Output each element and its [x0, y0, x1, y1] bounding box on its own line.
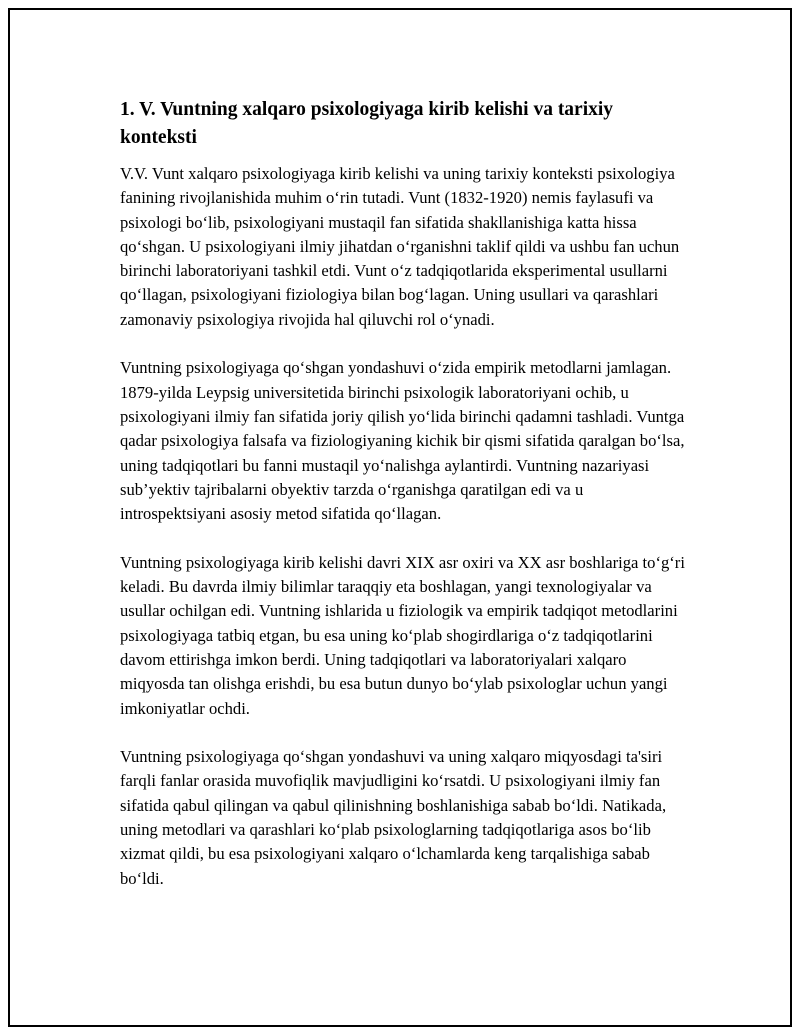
document-page	[8, 8, 792, 1027]
paragraph-1: V.V. Vunt xalqaro psixologiyaga kirib kelishi va uning tarixiy konteksti psixologiya fanining rivojlanishida muhim o‘rin tutadi. Vunt (1832-1920) nemis faylasufi va psixologi bo‘lib, psixologiyani mustaqil fan sifatida shakllanishiga katta hissa qo‘shgan. U psixologiyani ilmiy jihatdan o‘rganishni taklif qildi va ushbu fan uchun birinchi laboratoriyani tashkil etdi. Vunt o‘z tadqiqotlarida eksperimental usullarni qo‘llagan, psixologiyani fiziologiya bilan bog‘lagan. Uning usullari va qarashlari zamonaviy psixologiya rivojida hal qiluvchi rol o‘ynadi.	[120, 164, 680, 329]
paragraph-2: Vuntning psixologiyaga qo‘shgan yondashuvi o‘zida empirik metodlarni jamlagan. 1879-yilda Leypsig universitetida birinchi psixologik laboratoriyani ochib, u psixologiyani ilmiy fan sifatida joriy qilish yo‘lida birinchi qadamni tashladi. Vuntga qadar psixologiya falsafa va fiziologiyaning kichik bir qismi sifatida qaralgan bo‘lsa, uning tadqiqotlari bu fanni mustaqil yo‘nalishga aylantirdi. Vuntning nazariyasi sub’yektiv tajribalarni obyektiv tarzda o‘rganishga qaratilgan edi va u introspektsiyani asosiy metod sifatida qo‘llagan.	[120, 358, 685, 524]
paragraph-4: Vuntning psixologiyaga qo‘shgan yondashuvi va uning xalqaro miqyosdagi ta'siri farqli fanlar orasida muvofiqlik mavjudligini ko‘rsatdi. U psixologiyani ilmiy fan sifatida qabul qilingan va qabul qilinishning boshlanishiga sabab bo‘ldi. Natikada, uning metodlari va qarashlari ko‘plab psixologlarning tadqiqotlariga asos bo‘lib xizmat qildi, bu esa psixologiyani xalqaro o‘lchamlarda keng tarqalishiga sabab bo‘ldi.	[120, 747, 667, 888]
document-body	[120, 96, 690, 915]
section-heading: 1. V. Vuntning xalqaro psixologiyaga kirib kelishi va tarixiy konteksti	[120, 99, 614, 148]
paragraph-3: Vuntning psixologiyaga kirib kelishi davri XIX asr oxiri va XX asr boshlariga to‘g‘ri keladi. Bu davrda ilmiy bilimlar taraqqiy eta boshlagan, yangi texnologiyalar va usullar ochilgan edi. Vuntning ishlarida u fiziologik va empirik tadqiqot metodlarini psixologiyaga tatbiq etgan, bu esa uning ko‘plab shogirdlariga o‘z tadqiqotlarini davom ettirishga imkon berdi. Uning tadqiqotlari va laboratoriyalari xalqaro miqyosda tan olishga erishdi, bu esa butun dunyo bo‘ylab psixologlar uchun yangi imkoniyatlar ochdi.	[120, 552, 685, 718]
